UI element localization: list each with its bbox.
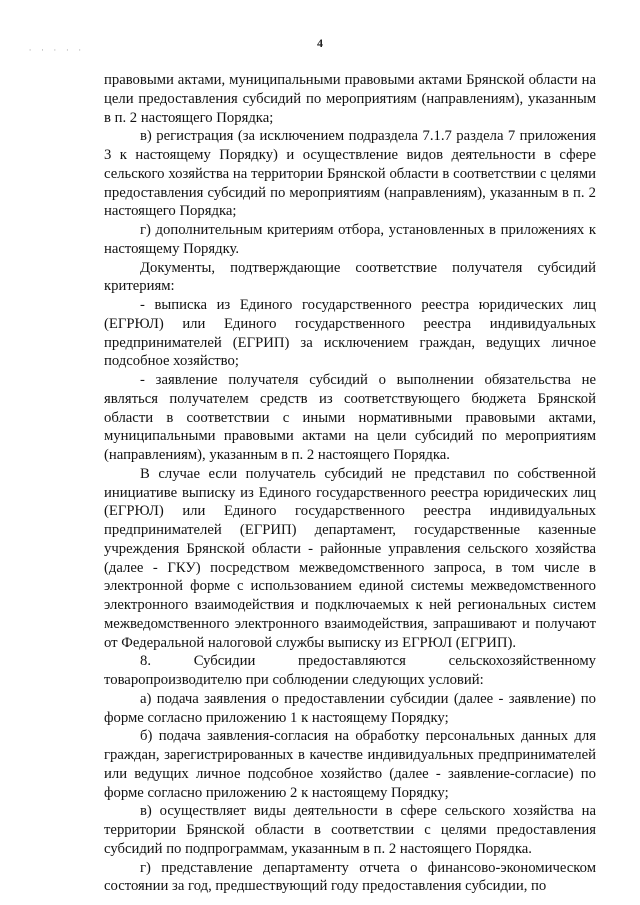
paragraph-condition-g: г) представление департаменту отчета о финансово-экономическом состоянии за год, предшествующий году предоставления субсидии, по — [104, 859, 596, 895]
page-number: 4 — [317, 36, 323, 50]
paragraph-document-egrul: - выписка из Единого государственного реестра юридических лиц (ЕГРЮЛ) или Единого государственного реестра индивидуальных предпринимателей (ЕГРИП) за исключением граждан, ведущих личное подсобное хозяйство; — [104, 297, 596, 370]
paragraph-condition-v: в) осуществляет виды деятельности в сфере сельского хозяйства на территории Брянской области в соответствии с целями предоставления субсидий по подпрограммам, указанным в п. 2 настоящего Порядка. — [104, 803, 596, 857]
scan-artifact: · · · · · — [28, 47, 84, 55]
document-body — [104, 71, 596, 896]
paragraph-interagency-request: В случае если получатель субсидий не представил по собственной инициативе выписку из Единого государственного реестра юридических лиц (ЕГРЮЛ) или Единого государственного реестра индивидуальных предпринимателей (ЕГРИП) департамент, государственные казенные учреждения Брянской области - районные управления сельского хозяйства (далее - ГКУ) посредством межведомственного запроса, в том числе в электронной форме с использованием единой системы межведомственного электронного взаимодействия и подключаемых к ней региональных систем межведомственного электронного взаимодействия, запрашивают и получают от Федеральной налоговой службы выписку из ЕГРЮЛ (ЕГРИП). — [104, 465, 596, 651]
paragraph-condition-b: б) подача заявления-согласия на обработку персональных данных для граждан, зарегистрированных в качестве индивидуальных предпринимателей или ведущих личное подсобное хозяйство (далее - заявление-согласие) по форме согласно приложению 2 к настоящему Порядку; — [104, 728, 596, 801]
paragraph-document-statement: - заявление получателя субсидий о выполнении обязательства не являться получателем средств из соответствующего бюджета Брянской области в соответствии с иными нормативными правовыми актами, муниципальными правовыми актами на цели субсидий по мероприятиям (направлениям), указанным в п. 2 настоящего Порядка. — [104, 372, 596, 463]
paragraph-criterion-v: в) регистрация (за исключением подраздела 7.1.7 раздела 7 приложения 3 к настоящему Порядку) и осуществление видов деятельности в сфере сельского хозяйства на территории Брянской области в соответствии с целями предоставления субсидий по мероприятиям (направлениям), указанным в п. 2 настоящего Порядка; — [104, 128, 596, 220]
paragraph-condition-a: а) подача заявления о предоставлении субсидии (далее - заявление) по форме согласно приложению 1 к настоящему Порядку; — [104, 690, 596, 726]
paragraph-criterion-g: г) дополнительным критериям отбора, установленных в приложениях к настоящему Порядку. — [104, 222, 596, 257]
paragraph-continuation: правовыми актами, муниципальными правовыми актами Брянской области на цели предоставления субсидий по мероприятиям (направлениям), указанным в п. 2 настоящего Порядка; — [104, 72, 596, 126]
paragraph-documents-heading: Документы, подтверждающие соответствие получателя субсидий критериям: — [104, 259, 596, 295]
paragraph-section-8: 8. Субсидии предоставляются сельскохозяйственному товаропроизводителю при соблюдении следующих условий: — [104, 653, 596, 688]
